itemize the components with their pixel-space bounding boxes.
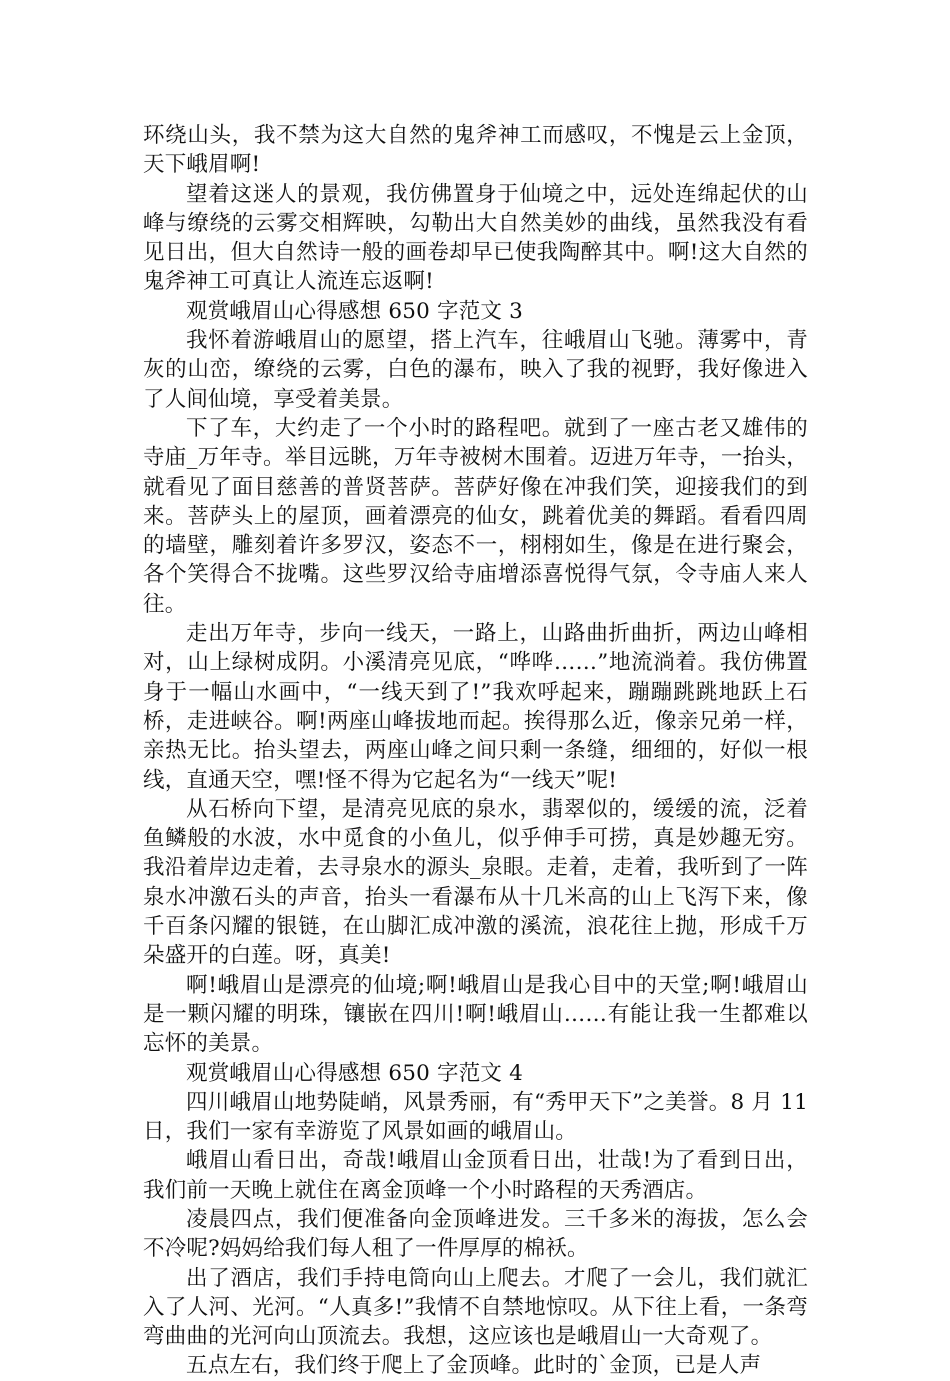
paragraph: 五点左右，我们终于爬上了金顶峰。此时的`金顶，已是人声 <box>186 1353 762 1379</box>
section-heading: 观赏峨眉山心得感想 650 字范文 4 <box>186 1060 524 1086</box>
section-heading: 观赏峨眉山心得感想 650 字范文 3 <box>186 298 524 324</box>
paragraph: 走出万年寺，步向一线天，一路上，山路曲折曲折，两边山峰相对，山上绿树成阴。小溪清亮见底，“哗哗……”地流淌着。我仿佛置身于一幅山水画中，“一线天到了!”我欢呼起来，蹦蹦跳跳地跃上石桥，走进峡谷。啊!两座山峰拔地而起。挨得那么近，像亲兄弟一样，亲热无比。抬头望去，两座山峰之间只剩一条缝，细细的，好似一根线，直通天空，嘿!怪不得为它起名为“一线天”呢! <box>143 621 808 793</box>
paragraph: 从石桥向下望，是清亮见底的泉水，翡翠似的，缓缓的流，泛着鱼鳞般的水波，水中觅食的小鱼儿，似乎伸手可捞，真是妙趣无穷。我沿着岸边走着，去寻泉水的源头_泉眼。走着，走着，我听到了一阵泉水冲激石头的声音，抬头一看瀑布从十几米高的山上飞泻下来，像千百条闪耀的银链，在山脚汇成冲激的溪流，浪花往上抛，形成千万朵盛开的白莲。呀，真美! <box>143 796 808 969</box>
paragraph: 望着这迷人的景观，我仿佛置身于仙境之中，远处连绵起伏的山峰与缭绕的云雾交相辉映，勾勒出大自然美妙的曲线，虽然我没有看见日出，但大自然诗一般的画卷却早已使我陶醉其中。啊!这大自然的鬼斧神工可真让人流连忘返啊! <box>143 181 808 295</box>
paragraph: 啊!峨眉山是漂亮的仙境;啊!峨眉山是我心目中的天堂;啊!峨眉山是一颗闪耀的明珠，镶嵌在四川!啊!峨眉山……有能让我一生都难以忘怀的美景。 <box>143 972 808 1057</box>
document-body <box>143 121 808 1381</box>
paragraph: 出了酒店，我们手持电筒向山上爬去。才爬了一会儿，我们就汇入了人河、光河。“人真多!”我情不自禁地惊叹。从下往上看，一条弯弯曲曲的光河向山顶流去。我想，这应该也是峨眉山一大奇观了。 <box>143 1265 808 1350</box>
paragraph-continued: 环绕山头，我不禁为这大自然的鬼斧神工而感叹，不愧是云上金顶，天下峨眉啊! <box>143 123 808 178</box>
paragraph: 四川峨眉山地势陡峭，风景秀丽，有“秀甲天下”之美誉。8 月 11 日，我们一家有幸游览了风景如画的峨眉山。 <box>143 1089 808 1145</box>
paragraph: 下了车，大约走了一个小时的路程吧。就到了一座古老又雄伟的寺庙_万年寺。举目远眺，万年寺被树木围着。迈进万年寺，一抬头，就看见了面目慈善的普贤菩萨。菩萨好像在冲我们笑，迎接我们的到来。菩萨头上的屋顶，画着漂亮的仙女，跳着优美的舞蹈。看看四周的墙壁，雕刻着许多罗汉，姿态不一，栩栩如生，像是在进行聚会，各个笑得合不拢嘴。这些罗汉给寺庙增添喜悦得气氛，令寺庙人来人往。 <box>143 415 808 617</box>
paragraph: 凌晨四点，我们便准备向金顶峰进发。三千多米的海拔，怎么会不冷呢?妈妈给我们每人租了一件厚厚的棉袄。 <box>143 1206 808 1262</box>
paragraph: 我怀着游峨眉山的愿望，搭上汽车，往峨眉山飞驰。薄雾中，青灰的山峦，缭绕的云雾，白色的瀑布，映入了我的视野，我好像进入了人间仙境，享受着美景。 <box>143 328 808 412</box>
paragraph: 峨眉山看日出，奇哉!峨眉山金顶看日出，壮哉!为了看到日出，我们前一天晚上就住在离金顶峰一个小时路程的天秀酒店。 <box>143 1148 808 1203</box>
